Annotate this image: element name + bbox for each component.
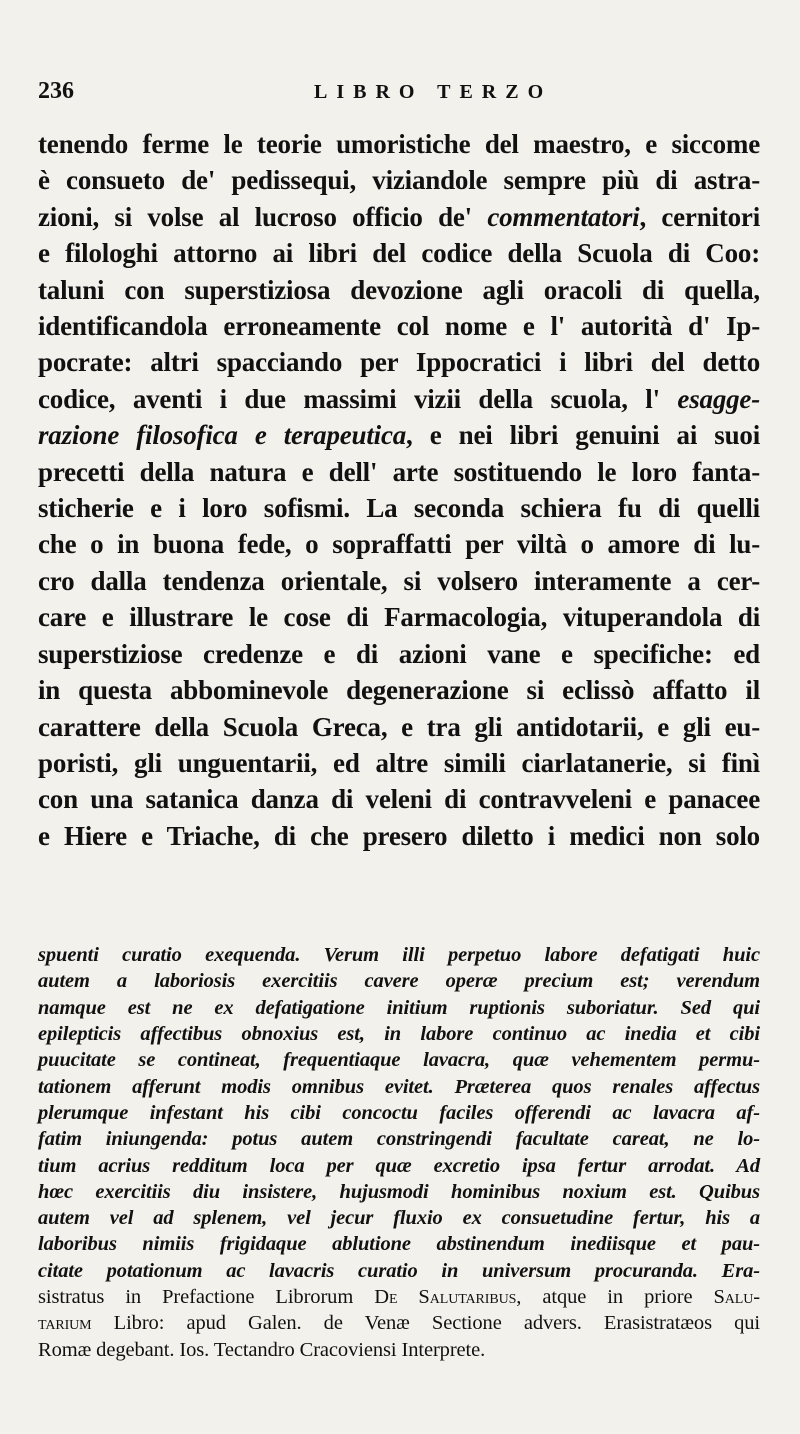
main-text-line: sticherie e i loro sofismi. La seconda schiera fu di quelli [38, 493, 760, 524]
main-text-line: razione filosofica e terapeutica, e nei libri genuini ai suoi [38, 420, 760, 451]
main-text-line: codice, aventi i due massimi vizii della scuola, l' esagge- [38, 383, 760, 414]
main-text-line: identificandola erroneamente col nome e l' autorità d' Ip- [38, 311, 760, 342]
footnote-line: namque est ne ex defatigatione initium ruptionis suboriatur. Sed qui [38, 996, 760, 1019]
footnote-line: fatim iniungenda: potus autem constringendi facultate careat, ne lo- [38, 1128, 760, 1151]
main-text-line: è consueto de' pedissequi, viziandole sempre più di astra- [38, 165, 760, 196]
main-text-line: cro dalla tendenza orientale, si volsero interamente a cer- [38, 565, 760, 596]
main-text [38, 126, 760, 854]
main-text-line: carattere della Scuola Greca, e tra gli antidotarii, e gli eu- [38, 711, 760, 742]
main-text-line: con una satanica danza di veleni di contravveleni e panacee [38, 784, 760, 815]
footnote-line: autem vel ad splenem, vel jecur fluxio ex consuetudine fertur, his a [38, 1207, 760, 1230]
main-text-line: zioni, si volse al lucroso officio de' commentatori, cernitori [38, 201, 760, 232]
footnote-line: tium acrius redditum loca per quæ excretio ipsa fertur arrodat. Ad [38, 1154, 760, 1177]
running-title: LIBRO TERZO [314, 81, 553, 103]
main-text-line: che o in buona fede, o sopraffatti per viltà o amore di lu- [38, 529, 760, 560]
footnote-line: hœc exercitiis diu insistere, hujusmodi hominibus noxium est. Quibus [38, 1180, 760, 1203]
main-text-line: tenendo ferme le teorie umoristiche del maestro, e siccome [38, 129, 760, 159]
main-text-line: e Hiere e Triache, di che presero diletto i medici non solo [38, 820, 760, 851]
footnote-line: tationem afferunt modis omnibus evitet. Præterea quos renales affectus [38, 1075, 760, 1098]
main-text-line: precetti della natura e dell' arte sostituendo le loro fanta- [38, 456, 760, 487]
main-text-line: poristi, gli unguentarii, ed altre simili ciarlatanerie, si finì [38, 747, 760, 778]
main-text-line: e filologhi attorno ai libri del codice della Scuola di Coo: [38, 238, 760, 269]
footnote-line: laboribus nimiis frigidaque ablutione abstinendum inediisque et pau- [38, 1233, 760, 1256]
main-text-line: care e illustrare le cose di Farmacologia, vituperandola di [38, 602, 760, 633]
footnote-line: tarium Libro: apud Galen. de Venæ Sectione advers. Erasistratæos qui [38, 1312, 760, 1335]
main-text-line: in questa abbominevole degenerazione si eclissò affatto il [38, 675, 760, 706]
main-text-line: taluni con superstiziosa devozione agli oracoli di quella, [38, 274, 760, 305]
footnote-line: spuenti curatio exequenda. Verum illi perpetuo labore defatigati huic [38, 944, 760, 967]
running-head [38, 78, 760, 122]
footnote-line: citate potationum ac lavacris curatio in universum procuranda. Era- [38, 1259, 760, 1282]
footnote-line: epilepticis affectibus obnoxius est, in labore continuo ac inedia et cibi [38, 1023, 760, 1046]
page-number: 236 [38, 78, 74, 104]
footnote-line: puucitate se contineat, frequentiaque lavacra, quæ vehementem permu- [38, 1049, 760, 1072]
footnote-text [38, 942, 760, 1363]
footnote-line: Romæ degebant. Ios. Tectandro Cracoviensi Interprete. [38, 1338, 486, 1361]
footnote-line: sistratus in Prefactione Librorum De Salutaribus, atque in priore Salu- [38, 1285, 761, 1308]
main-text-line: pocrate: altri spacciando per Ippocratici i libri del detto [38, 347, 760, 378]
main-text-line: superstiziose credenze e di azioni vane e specifiche: ed [38, 638, 760, 669]
footnote-line: plerumque infestant his cibi concoctu faciles offerendi ac lavacra af- [38, 1101, 760, 1124]
footnote-line: autem a laboriosis exercitiis cavere operæ precium est; verendum [38, 970, 760, 993]
